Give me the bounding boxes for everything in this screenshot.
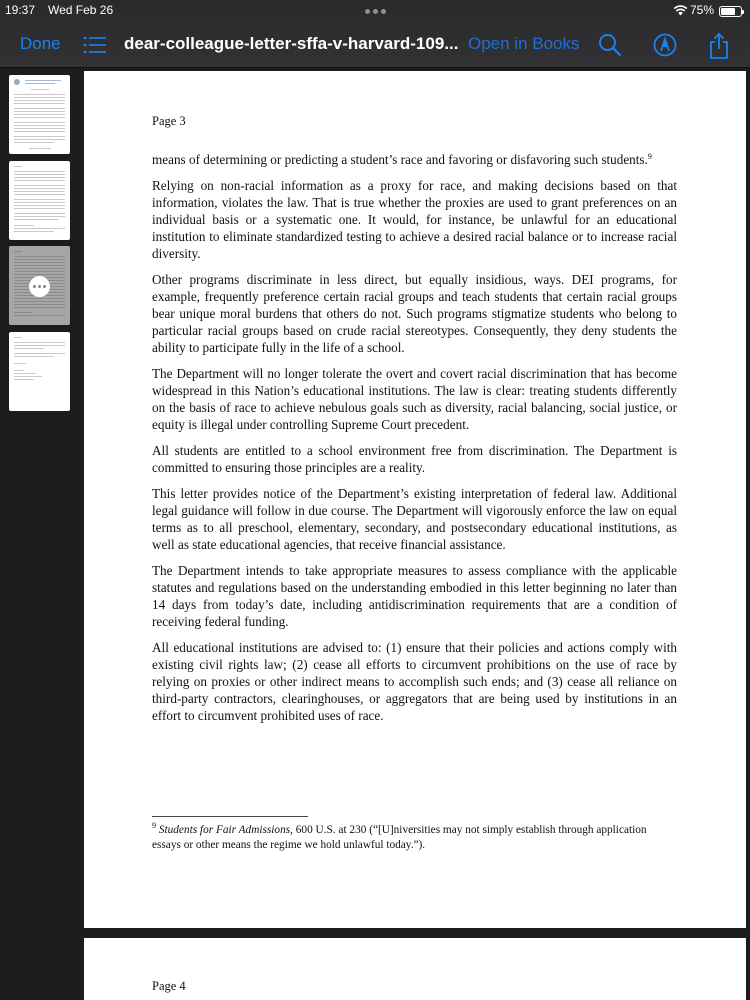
page-number-label: Page 4 xyxy=(152,979,186,993)
status-time: 19:37 xyxy=(5,3,36,17)
paragraph-text: means of determining or predicting a student’s race and favoring or disfavoring such students. xyxy=(152,152,648,167)
search-icon[interactable] xyxy=(597,32,623,58)
paragraph: The Department intends to take appropriate measures to assess compliance with the applicable statutes and regulations based on the understanding embodied in this letter beginning no later than 14 days from today’s date, including antidiscrimination requirements that are a condition of receiving federal funding. xyxy=(152,563,677,629)
open-in-books-button[interactable]: Open in Books xyxy=(468,34,580,53)
pdf-viewer[interactable] xyxy=(80,69,750,1000)
battery-icon xyxy=(719,6,742,17)
list-icon[interactable] xyxy=(83,36,107,54)
paragraph xyxy=(152,151,677,168)
pdf-page-3 xyxy=(84,71,746,928)
footnote-reference[interactable]: 9 xyxy=(647,152,652,161)
share-icon[interactable] xyxy=(706,32,732,58)
done-button[interactable]: Done xyxy=(20,34,61,53)
status-date: Wed Feb 26 xyxy=(48,3,114,17)
pdf-page-4 xyxy=(84,938,746,1000)
wifi-icon xyxy=(673,4,688,19)
page-thumbnails-sidebar xyxy=(0,69,80,1000)
thumbnail-page-4[interactable] xyxy=(9,332,70,411)
thumbnail-more-options-icon[interactable] xyxy=(29,276,50,297)
multitasking-dots-icon[interactable] xyxy=(365,9,386,14)
paragraph: All students are entitled to a school environment free from discrimination. The Department is committed to ensuring those principles are a reality. xyxy=(152,443,677,475)
footnote-text: , 600 U.S. at 230 (“[U]niversities may not simply establish through application essays or other means the regime we hold unlawful today.”). xyxy=(152,824,647,851)
markup-icon[interactable] xyxy=(652,32,678,58)
top-bar xyxy=(0,0,750,68)
paragraph: Relying on non-racial information as a proxy for race, and making decisions based on that information, violates the law. That is true whether the proxies are used to grant preferences on an individual basis or a systematic one. It would, for instance, be unlawful for an educational institution to eliminate standardized testing to achieve a desired racial balance or to increase racial diversity. xyxy=(152,178,677,261)
page-body xyxy=(152,151,677,733)
thumbnail-page-1[interactable] xyxy=(9,75,70,154)
footnote-case-name: Students for Fair Admissions xyxy=(158,824,291,836)
thumbnail-page-3[interactable] xyxy=(9,246,70,325)
page-number-label: Page 3 xyxy=(152,114,186,128)
paragraph: This letter provides notice of the Department’s existing interpretation of federal law. Additional legal guidance will follow in due course. The Department will vigorously enforce the law on equal terms as to all preschool, elementary, secondary, and postsecondary educational institutions, as well as state educational agencies, that receive financial assistance. xyxy=(152,486,677,552)
paragraph: Other programs discriminate in less direct, but equally insidious, ways. DEI programs, for example, frequently preference certain racial groups and teach students that certain racial groups bear unique moral burdens that others do not. Such programs stigmatize students who belong to particular racial groups based on crude racial stereotypes. Consequently, they deny students the ability to participate fully in the life of a school. xyxy=(152,272,677,355)
footnote xyxy=(152,823,677,853)
footnote-number: 9 xyxy=(152,821,156,830)
footnote-divider xyxy=(152,816,308,817)
navigation-bar xyxy=(0,28,750,62)
thumbnail-page-2[interactable] xyxy=(9,161,70,240)
battery-percentage: 75% xyxy=(690,3,715,17)
status-bar xyxy=(0,3,750,21)
paragraph: All educational institutions are advised to: (1) ensure that their policies and actions comply with existing civil rights law; (2) cease all efforts to circumvent prohibitions on the use of race by relying on proxies or other indirect means to accomplish such ends; and (3) cease all reliance on third-party contractors, clearinghouses, or aggregators that are being used by institutions in an effort to circumvent prohibited uses of race. xyxy=(152,640,677,723)
paragraph: The Department will no longer tolerate the overt and covert racial discrimination that has become widespread in this Nation’s educational institutions. The law is clear: treating students differently on the basis of race to achieve nebulous goals such as diversity, racial balancing, social justice, or equity is illegal under controlling Supreme Court precedent. xyxy=(152,366,677,432)
document-title: dear-colleague-letter-sffa-v-harvard-109... xyxy=(124,34,459,53)
